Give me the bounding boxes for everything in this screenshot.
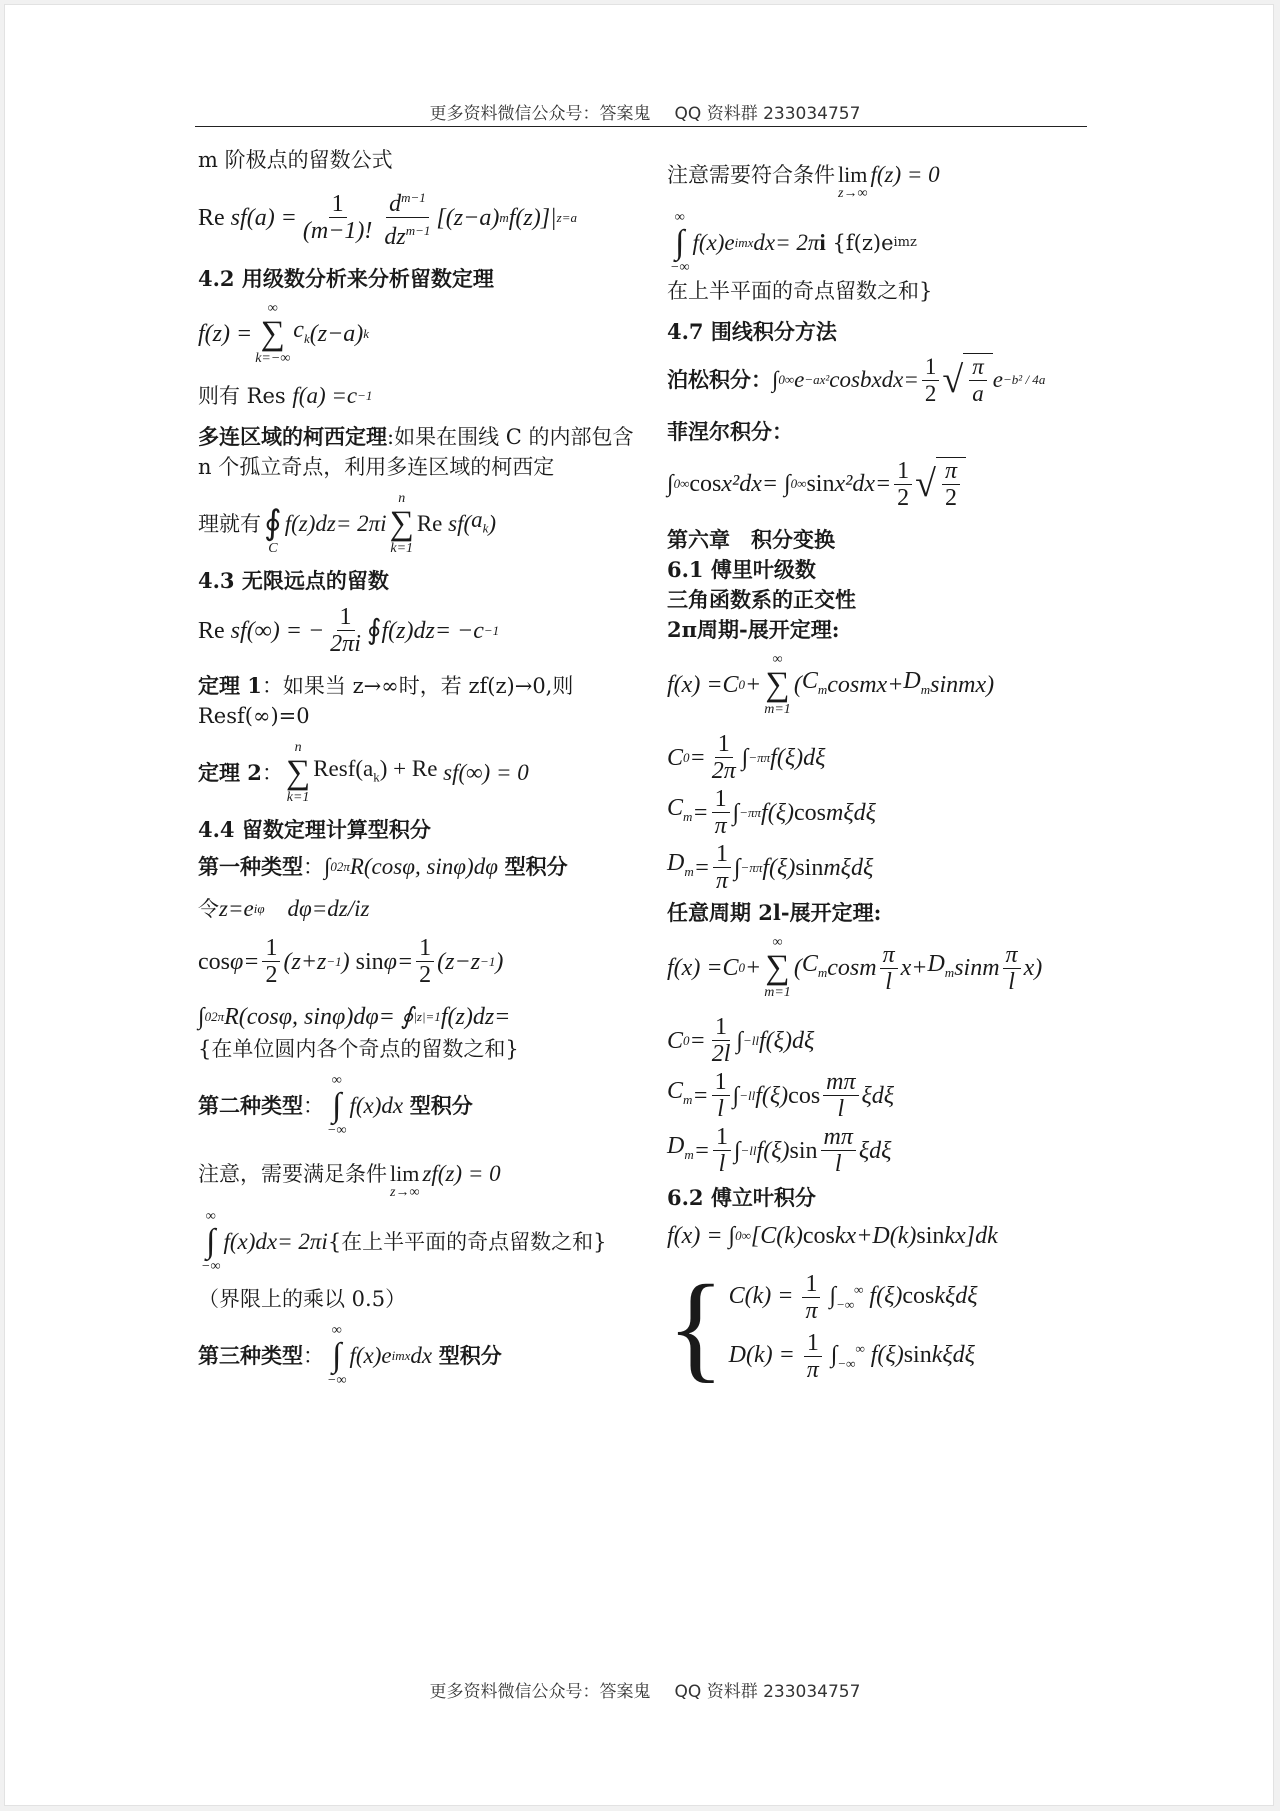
theorem-2: 定理 2 ： n ∑ k=1 $Resf(a_k) + Re$ sf (∞) = 0 <box>198 740 529 805</box>
dm-2pi: $D_m$ = $\frac{1}{\pi}$ ∫ −π π f ( ξ ) sin mξdξ <box>667 841 874 894</box>
fourier-series-2l: f ( x ) = C 0 + ∞ ∑ m=1 ( $C_m$ cos m $\frac{\pi}{l}$ x + $D_m$ sin m $\frac{\pi}{l}$ x ) <box>667 935 1043 1000</box>
unit-circle-note: {在单位圆内各个奇点的留数之和} <box>198 1037 519 1061</box>
type-1-integral: 第一种类型 ： ∫ 0 2π R (cos φ , sin φ ) dφ 型积分 <box>198 854 568 879</box>
c0-2l: C 0 = $\frac{1}{2l}$ ∫ −l l f ( ξ ) dξ <box>667 1014 815 1067</box>
dm-2l: $D_m$ = $\frac{1}{l}$ ∫ −l l f ( ξ ) sin $\frac{m\pi}{l}$ ξdξ <box>667 1124 892 1177</box>
c0-2pi: C 0 = $\frac{1}{2\pi}$ ∫ −π π f ( ξ ) dξ <box>667 731 826 784</box>
right-column <box>667 145 1137 1403</box>
left-column <box>198 145 638 1398</box>
type-2-result: ∞ ∫ −∞ f ( x ) dx = 2 πi {在上半平面的奇点留数之和} <box>201 1209 607 1274</box>
section-4-4: 4.4 留数定理计算型积分 <box>198 817 431 842</box>
document-page <box>4 4 1274 1806</box>
type-2-integral: 第二种类型 ： ∞ ∫ −∞ f ( x ) dx 型积分 <box>198 1073 473 1138</box>
fourier-coefficients: { C(k) = $\frac{1}{\pi}$ $\int_{-\infty}^\infty$ f(ξ)coskξdξ D(k) = $\frac{1}{\pi}$ $\int_{-\infty}^\infty$ f(ξ)sinkξdξ <box>667 1260 978 1393</box>
fresnel-label: 菲涅尔积分： <box>667 419 793 444</box>
poisson-integral: 泊松积分： ∫ 0 ∞ e −ax² cos bxdx = $\frac{1}{2}$ √ $\frac{\pi}{a}$ e −b² / 4a <box>667 353 1046 406</box>
fourier-integral: f ( x ) = ∫ 0 ∞ [ C ( k ) cos kx + D ( k ) sin kx ] dk <box>667 1223 998 1249</box>
type-3-result: ∞ ∫ −∞ f ( x ) e imx dx = 2 π i {f(z)e imz 在上半平面的奇点留数之和} <box>667 210 933 303</box>
cm-2l: $C_m$ = $\frac{1}{l}$ ∫ −l l f ( ξ ) cos $\frac{m\pi}{l}$ ξdξ <box>667 1069 895 1122</box>
footer-qq: QQ 资料群 233034757 <box>674 1682 861 1702</box>
header-rule <box>195 126 1087 127</box>
any-period-heading: 任意周期 2l-展开定理: <box>667 900 882 925</box>
footer-wechat: 更多资料微信公众号：答案鬼 <box>429 1682 651 1702</box>
section-4-2: 4.2 用级数分析来分析留数定理 <box>198 266 494 291</box>
m-pole-formula: Re sf ( a ) = $\frac{1}{(m-1)!}$ $\frac{d^{m-1}}{dz^{m-1}}$ [( z − a ) m f ( z )]| z=a <box>198 185 638 250</box>
header-wechat: 更多资料微信公众号：答案鬼 <box>429 104 651 124</box>
chapter-6: 第六章 积分变换 <box>667 527 835 552</box>
page-footer <box>195 1677 1095 1702</box>
theorem-1: 定理 1：如果当 z→∞时，若 zf(z)→0,则 Resf(∞)=0 <box>198 673 574 728</box>
fourier-series-2pi: f ( x ) = C 0 + ∞ ∑ m=1 ( $C_m$ cos mx + $D_m$ sin mx ) <box>667 652 995 717</box>
section-6-1: 6.1 傅里叶级数 <box>667 557 816 582</box>
section-6-2: 6.2 傅立叶积分 <box>667 1185 816 1210</box>
section-4-3: 4.3 无限远点的留数 <box>198 568 389 593</box>
type-1-result: ∫ 0 2π R (cos φ , sin φ ) dφ = ∮ |z|=1 f ( z ) dz = <box>198 1004 511 1030</box>
orthogonality: 三角函数系的正交性 <box>667 587 856 612</box>
multi-cauchy-formula: 理就有 ∮ C f ( z ) dz = 2 πi n ∑ k=1 Re sf ( $a_k$ ) <box>198 491 497 556</box>
infinity-residue-formula: Re sf (∞) = − $\frac{1}{2\pi i}$ ∮ f ( z ) dz = − c −1 <box>198 604 500 657</box>
res-coefficient: 则有 Res f ( a ) = c −1 <box>198 383 373 408</box>
boundary-note: （界限上的乘以 0.5） <box>198 1287 407 1311</box>
type-3-integral: 第三种类型 ： ∞ ∫ −∞ f ( x ) e imx dx 型积分 <box>198 1323 502 1388</box>
period-2pi-heading: 2π周期-展开定理: <box>667 617 840 642</box>
laurent-series: f ( z ) = ∞ ∑ k=−∞ $c_k$ ( z − a ) k <box>198 301 370 366</box>
page-header <box>195 99 1095 124</box>
cm-2pi: $C_m$ = $\frac{1}{\pi}$ ∫ −π π f ( ξ ) cos mξdξ <box>667 786 876 839</box>
fresnel-integral: ∫ 0 ∞ cos x ² dx = ∫ 0 ∞ sin x ² dx = $\frac{1}{2}$ √ $\frac{\pi}{2}$ <box>667 457 1137 511</box>
header-qq: QQ 资料群 233034757 <box>674 104 861 124</box>
type-2-condition: 注意，需要满足条件 lim z→∞ zf ( z ) = 0 <box>198 1161 501 1200</box>
m-pole-heading: m 阶极点的留数公式 <box>198 148 393 172</box>
substitution: 令 z = e iφ dφ = dz / iz <box>198 896 370 921</box>
section-4-7: 4.7 围线积分方法 <box>667 319 837 344</box>
multi-cauchy-text: 多连区域的柯西定理:如果在围线 C 的内部包含 n 个孤立奇点，利用多连区域的柯西定 <box>198 424 634 479</box>
type-3-condition: 注意需要符合条件 lim z→∞ f ( z ) = 0 <box>667 162 940 201</box>
cos-sin-substitution: cos φ = $\frac{1}{2}$ ( z + z −1 ) sin φ = $\frac{1}{2}$ ( z − z −1 ) <box>198 935 504 988</box>
